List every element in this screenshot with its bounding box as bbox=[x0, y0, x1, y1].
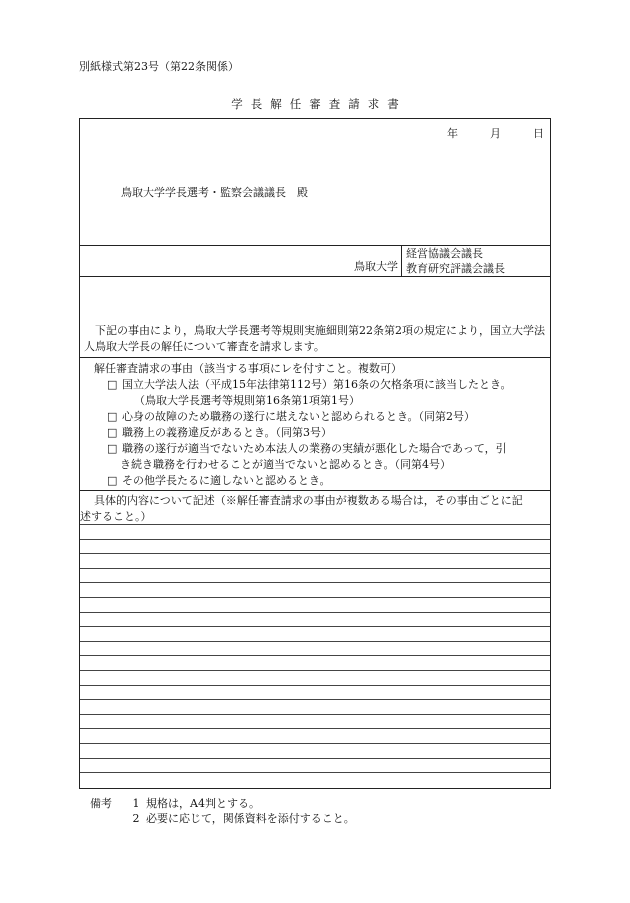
reason-item bbox=[80, 425, 550, 441]
writing-line[interactable] bbox=[80, 568, 550, 583]
detail-heading-line2: 述すること。） bbox=[80, 510, 152, 523]
note-text: 必要に応じて，関係資料を添付すること。 bbox=[146, 812, 355, 825]
writing-line[interactable] bbox=[80, 597, 550, 612]
writing-line[interactable] bbox=[80, 670, 550, 685]
writing-line[interactable] bbox=[80, 641, 550, 656]
writing-line[interactable] bbox=[80, 743, 550, 758]
writing-line[interactable] bbox=[80, 772, 550, 787]
detail-heading bbox=[80, 493, 550, 525]
checkbox[interactable]: □ bbox=[107, 410, 118, 423]
date-fields bbox=[447, 125, 544, 141]
reasons-heading: 解任審査請求の事由（該当する事項にレを付すこと。複数可） bbox=[94, 362, 402, 375]
reason-item bbox=[80, 377, 550, 393]
writing-line[interactable] bbox=[80, 699, 550, 714]
reason-text: 職務上の義務違反があるとき。（同第3号） bbox=[122, 426, 333, 439]
writing-line[interactable] bbox=[80, 524, 550, 539]
divider-vertical bbox=[401, 245, 402, 276]
notes-label: 備考 bbox=[90, 797, 112, 810]
writing-line[interactable] bbox=[80, 626, 550, 641]
reasons-section bbox=[80, 361, 550, 489]
reason-continuation: き続き職務を行わせることが適当でないと認めるとき。（同第4号） bbox=[120, 458, 452, 471]
reason-text: その他学長たるに適しないと認めるとき。 bbox=[122, 474, 331, 487]
reason-item bbox=[80, 441, 550, 457]
form-frame bbox=[79, 118, 551, 789]
divider bbox=[80, 357, 550, 358]
detail-heading-line1: 具体的内容について記述（※解任審査請求の事由が複数ある場合は，その事由ごとに記 bbox=[94, 494, 523, 507]
note-number: 1 bbox=[132, 797, 140, 810]
requester-university: 鳥取大学 bbox=[354, 260, 398, 273]
page-title: 学長解任審査請求書 bbox=[231, 97, 407, 111]
position-education-research-council: 教育研究評議会議長 bbox=[406, 262, 505, 275]
date-month[interactable]: 月 bbox=[490, 127, 501, 140]
reason-text: 心身の故障のため職務の遂行に堪えないと認められるとき。（同第2号） bbox=[122, 410, 476, 423]
checkbox[interactable]: □ bbox=[107, 378, 118, 391]
note-number: 2 bbox=[132, 812, 140, 825]
position-management-council: 経営協議会議長 bbox=[406, 247, 483, 260]
note-row bbox=[90, 796, 355, 811]
divider bbox=[80, 490, 550, 491]
writing-line[interactable] bbox=[80, 553, 550, 568]
divider bbox=[80, 276, 550, 277]
writing-line[interactable] bbox=[80, 714, 550, 729]
checkbox[interactable]: □ bbox=[107, 442, 118, 455]
request-statement: 下記の事由により，鳥取大学長選考等規則実施細則第22条第2項の規定により，国立大学法人鳥取大学長の解任について審査を請求します。 bbox=[84, 324, 545, 353]
writing-lines[interactable] bbox=[80, 524, 550, 787]
addressee: 鳥取大学学長選考・監察会議議長 殿 bbox=[121, 186, 308, 199]
notes bbox=[90, 796, 355, 826]
checkbox[interactable]: □ bbox=[107, 474, 118, 487]
writing-line[interactable] bbox=[80, 612, 550, 627]
writing-line[interactable] bbox=[80, 655, 550, 670]
writing-line[interactable] bbox=[80, 539, 550, 554]
requester-positions bbox=[406, 246, 505, 276]
date-year[interactable]: 年 bbox=[447, 127, 458, 140]
reason-text: 職務の遂行が適当でないため本法人の業務の実績が悪化した場合であって，引 bbox=[122, 442, 507, 455]
reason-item bbox=[80, 473, 550, 489]
reason-subtext: （鳥取大学長選考等規則第16条第1項第1号） bbox=[134, 394, 360, 407]
note-row bbox=[90, 811, 355, 826]
date-day[interactable]: 日 bbox=[533, 127, 544, 140]
writing-line[interactable] bbox=[80, 728, 550, 743]
writing-line[interactable] bbox=[80, 582, 550, 597]
checkbox[interactable]: □ bbox=[107, 426, 118, 439]
reason-text: 国立大学法人法（平成15年法律第112号）第16条の欠格条項に該当したとき。 bbox=[122, 378, 512, 391]
note-text: 規格は，A4判とする。 bbox=[146, 797, 260, 810]
writing-line[interactable] bbox=[80, 685, 550, 700]
writing-line[interactable] bbox=[80, 758, 550, 773]
form-reference: 別紙様式第23号（第22条関係） bbox=[79, 60, 239, 73]
reason-item bbox=[80, 409, 550, 425]
